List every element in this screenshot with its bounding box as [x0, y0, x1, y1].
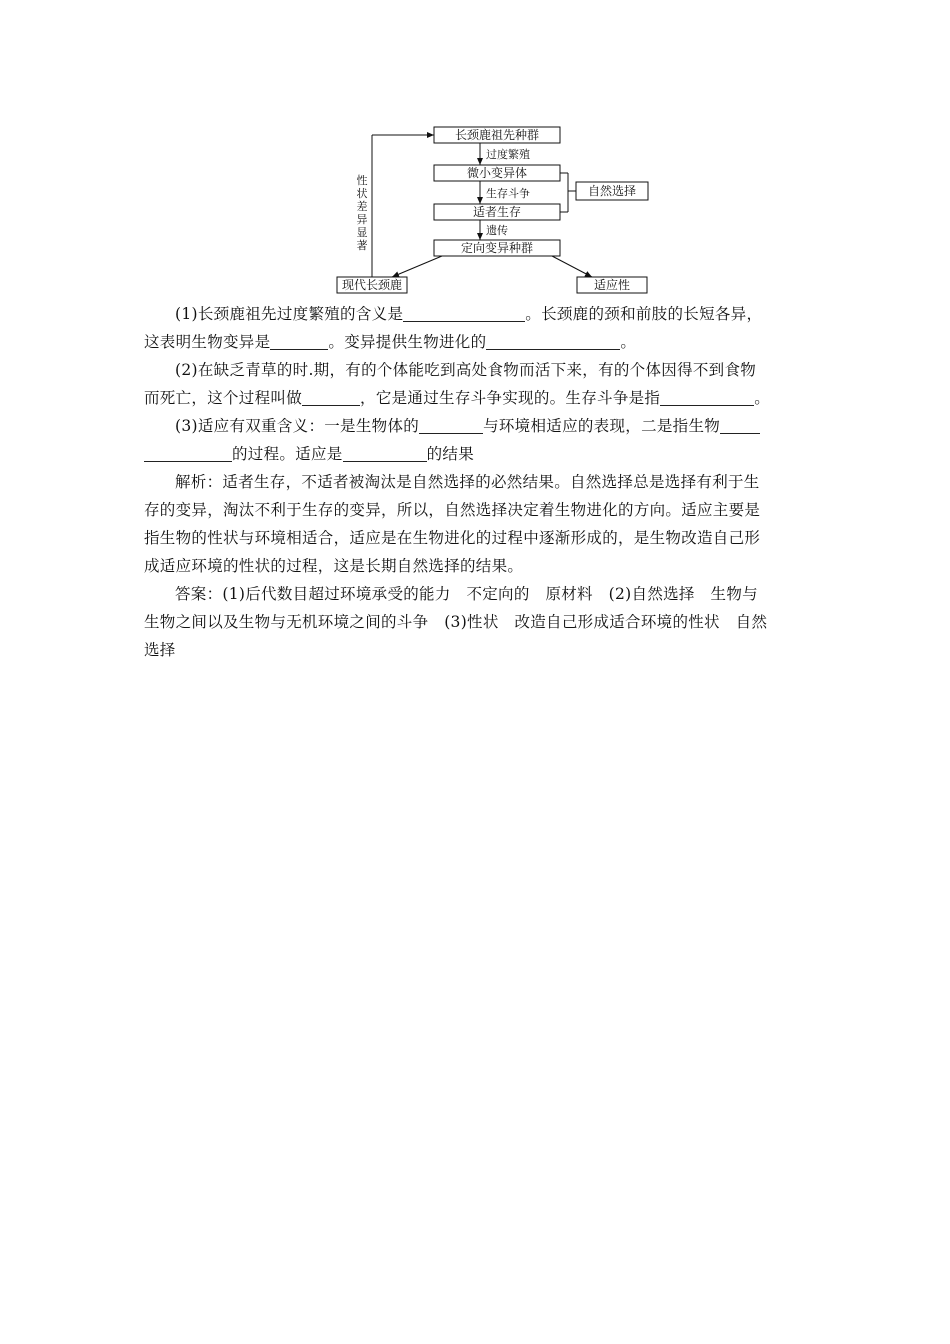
- question-2-cont: [144, 384, 814, 412]
- q2-text-3: ，它是通过生存斗争实现的。生存斗争是指: [360, 389, 661, 407]
- q2-text-4: 。: [754, 389, 771, 407]
- q3-text-2: 与环境相适应的表现，二是指生物: [483, 417, 721, 435]
- question-3: [144, 412, 814, 440]
- q3-blank-3[interactable]: [343, 443, 427, 462]
- q2-text-2: 而死亡，这个过程叫做: [144, 389, 303, 407]
- analysis-line-3: 指生物的性状与环境相适合，适应是在生物进化的过程中逐渐形成的，是生物改造自己形: [144, 529, 761, 547]
- side-label-char-1: 性: [356, 174, 368, 187]
- analysis-line-4: 成适应环境的性状的过程，这是长期自然选择的结果。: [144, 557, 524, 575]
- question-2: [144, 356, 814, 384]
- question-3-cont: [144, 440, 814, 468]
- diagram-svg: [330, 122, 660, 298]
- q2-text-1: (2)在缺乏青草的时.期，有的个体能吃到高处食物而活下来，有的个体因得不到食物: [175, 361, 757, 379]
- answer-line-1: 答案：(1)后代数目超过环境承受的能力 不定向的 原材料 (2)自然选择 生物与: [175, 585, 758, 603]
- question-1-cont: [144, 328, 814, 356]
- answer-line-3: 选择: [144, 641, 176, 659]
- q3-blank-2a[interactable]: [720, 415, 760, 434]
- label-heredity: 遗传: [486, 224, 508, 237]
- box-directed-label: 定向变异种群: [460, 241, 534, 255]
- box-variants-label: 微小变异体: [466, 166, 528, 180]
- q2-blank-1[interactable]: [302, 387, 360, 406]
- q3-text-4: 的结果: [426, 445, 475, 463]
- arrow-to-adaptation: [552, 256, 592, 277]
- q3-text-1: (3)适应有双重含义：一是生物体的: [175, 417, 420, 435]
- q3-blank-2b[interactable]: [144, 443, 232, 462]
- box-survivors-label: 适者生存: [472, 205, 522, 219]
- side-label-char-4: 异: [356, 213, 368, 226]
- box-natural-selection-label: 自然选择: [587, 184, 637, 198]
- q2-blank-2[interactable]: [660, 387, 754, 406]
- box-adaptation-label: 适应性: [593, 278, 631, 292]
- label-overbreeding: 过度繁殖: [486, 148, 530, 161]
- box-modern-label: 现代长颈鹿: [341, 278, 403, 292]
- q1-text-5: 。: [620, 333, 637, 351]
- analysis-line-1: 解析：适者生存，不适者被淘汰是自然选择的必然结果。自然选择总是选择有利于生: [175, 473, 760, 491]
- side-label-char-6: 著: [356, 239, 368, 252]
- q1-blank-3[interactable]: [486, 331, 620, 350]
- q3-text-3: 的过程。适应是: [232, 445, 343, 463]
- box-ancestor-label: 长颈鹿祖先种群: [454, 128, 540, 142]
- q3-blank-1[interactable]: [419, 415, 483, 434]
- side-label-char-5: 显: [356, 226, 368, 239]
- q1-text-3: 这表明生物变异是: [144, 333, 271, 351]
- q1-text-2: 。长颈鹿的颈和前肢的长短各异，: [525, 305, 763, 323]
- arrow-to-modern: [392, 256, 442, 277]
- question-1: [144, 300, 814, 328]
- answer-line-2: 生物之间以及生物与无机环境之间的斗争 (3)性状 改造自己形成适合环境的性状 自然: [144, 613, 768, 631]
- q1-text-1: (1)长颈鹿祖先过度繁殖的含义是: [175, 305, 404, 323]
- text-content: [144, 300, 814, 664]
- label-struggle: 生存斗争: [486, 187, 530, 200]
- q1-blank-1[interactable]: [403, 303, 525, 322]
- q1-blank-2[interactable]: [270, 331, 328, 350]
- q1-text-4: 。变异提供生物进化的: [328, 333, 487, 351]
- analysis-line-2: 存的变异，淘汰不利于生存的变异，所以，自然选择决定着生物进化的方向。适应主要是: [144, 501, 761, 519]
- side-label-char-2: 状: [356, 187, 368, 200]
- side-label-char-3: 差: [356, 200, 368, 213]
- evolution-flow-diagram: [330, 122, 660, 298]
